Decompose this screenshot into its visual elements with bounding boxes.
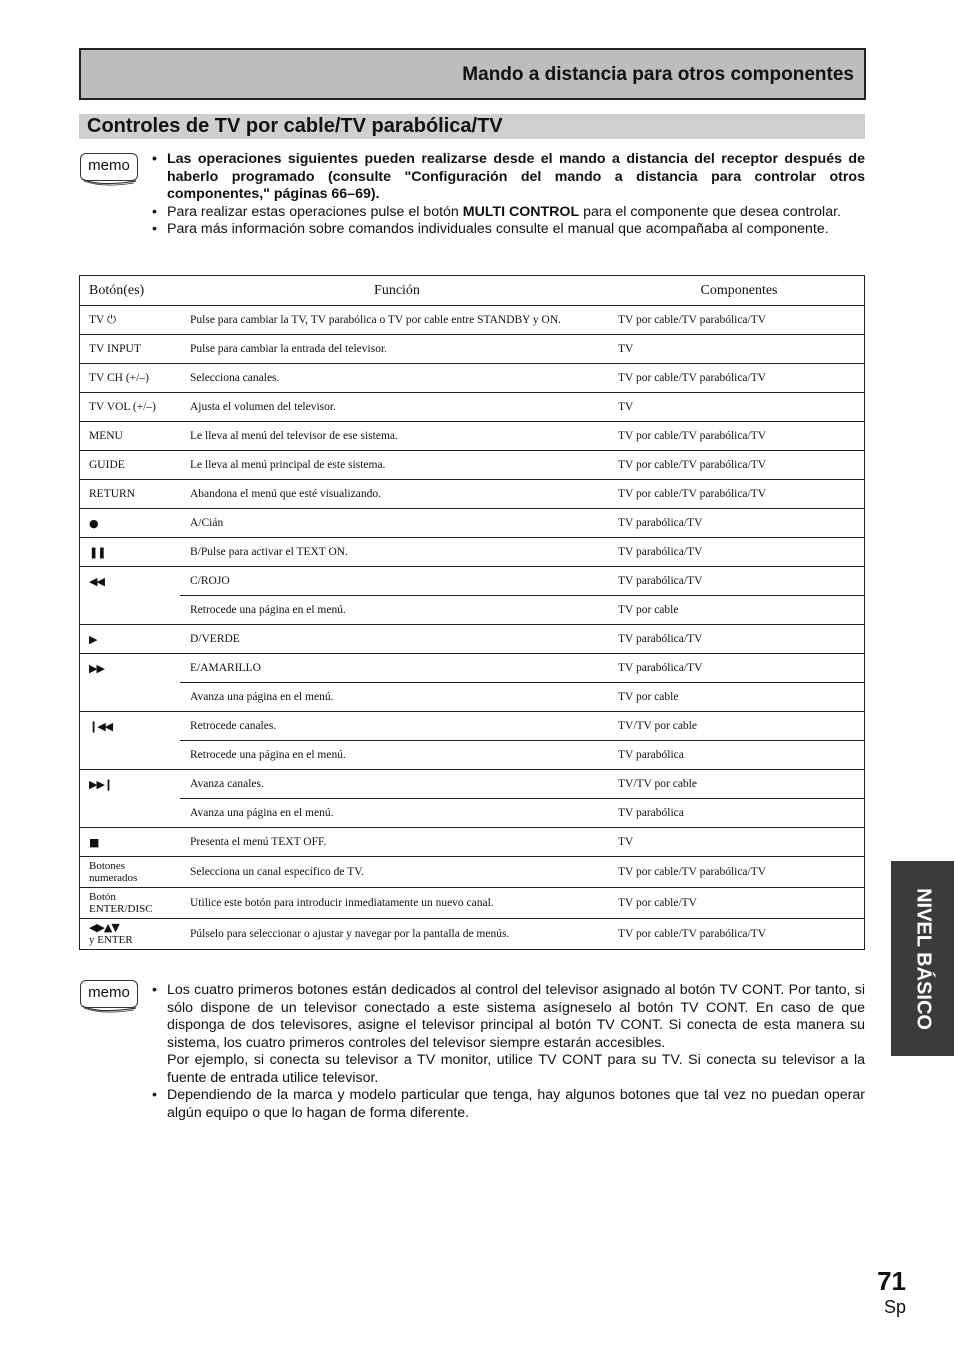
row-function: Le lleva al menú principal de este sistema. (180, 451, 614, 480)
row-components: TV por cable/TV parabólica/TV (614, 451, 865, 480)
row-function: E/AMARILLO (180, 654, 614, 683)
table-row (80, 712, 865, 741)
row-function: Ajusta el volumen del televisor. (180, 393, 614, 422)
record-icon: ● (80, 509, 181, 538)
arrow-keys-icon: ◀▶▲▼ (89, 921, 119, 934)
row-function: Presenta el menú TEXT OFF. (180, 828, 614, 857)
memo-icon (80, 153, 138, 189)
memo-pencil-icon (80, 175, 138, 189)
row-components: TV por cable (614, 683, 865, 712)
table-row (80, 919, 865, 950)
memo-label: memo (80, 153, 138, 181)
row-button-line2: ENTER/DISC (89, 903, 153, 915)
row-button (80, 919, 181, 950)
skip-forward-icon: ▶▶❙ (80, 770, 181, 828)
row-button: MENU (80, 422, 181, 451)
row-button: TV ⏻ (80, 306, 181, 335)
table-row (80, 654, 865, 683)
header-function: Función (180, 276, 614, 306)
row-components: TV por cable/TV parabólica/TV (614, 422, 865, 451)
row-components: TV (614, 335, 865, 364)
row-components: TV/TV por cable (614, 712, 865, 741)
table-subrow (80, 596, 865, 625)
table-row (80, 422, 865, 451)
row-button: TV VOL (+/–) (80, 393, 181, 422)
play-icon: ▶ (80, 625, 181, 654)
intro-bullet-1: • Las operaciones siguientes pueden realizarse desde el mando a distancia del receptor después de haberlo programado (consulte "Configuración del mando a distancia para controlar otros componentes," páginas 66–69). (152, 151, 865, 202)
stop-icon: ■ (80, 828, 181, 857)
table-row (80, 770, 865, 799)
memo-icon (80, 980, 138, 1016)
row-button (80, 857, 181, 888)
table-row (80, 393, 865, 422)
section-side-tab (891, 861, 954, 1056)
table-row (80, 306, 865, 335)
rewind-icon: ◀◀ (80, 567, 181, 625)
row-function: B/Pulse para activar el TEXT ON. (180, 538, 614, 567)
row-components: TV parabólica/TV (614, 509, 865, 538)
row-function: Retrocede canales. (180, 712, 614, 741)
side-tab-label: NIVEL BÁSICO (912, 887, 934, 1030)
row-function: Pulse para cambiar la TV, TV parabólica o TV por cable entre STANDBY y ON. (180, 306, 614, 335)
table-row (80, 625, 865, 654)
row-function: Selecciona un canal específico de TV. (180, 857, 614, 888)
row-components: TV parabólica/TV (614, 625, 865, 654)
row-components: TV por cable/TV (614, 888, 865, 919)
row-button: TV INPUT (80, 335, 181, 364)
table-row (80, 538, 865, 567)
header-components: Componentes (614, 276, 865, 306)
row-components: TV/TV por cable (614, 770, 865, 799)
table-row (80, 888, 865, 919)
row-button: GUIDE (80, 451, 181, 480)
table-row (80, 364, 865, 393)
header-title: Mando a distancia para otros componentes (462, 64, 854, 85)
row-components: TV por cable/TV parabólica/TV (614, 919, 865, 950)
row-button-line1: Botón (89, 891, 116, 903)
controls-table (79, 275, 865, 950)
row-components: TV parabólica/TV (614, 654, 865, 683)
row-function: Retrocede una página en el menú. (180, 596, 614, 625)
section-bar (79, 114, 865, 139)
notes-bullets (150, 982, 865, 1122)
table-row (80, 828, 865, 857)
table-subrow (80, 683, 865, 712)
intro-bullet-3: • Para más información sobre comandos individuales consulte el manual que acompañaba al componente. (152, 221, 829, 237)
row-function: Avanza una página en el menú. (180, 799, 614, 828)
table-row (80, 335, 865, 364)
page-language: Sp (883, 1297, 906, 1317)
row-components: TV parabólica (614, 741, 865, 770)
table-row (80, 480, 865, 509)
row-components: TV por cable (614, 596, 865, 625)
row-function: Avanza canales. (180, 770, 614, 799)
note-bullet-1-cont: Por ejemplo, si conecta su televisor a TV monitor, utilice TV CONT para su TV. Si conecta su televisor a la fuente de entrada utilice televisor. (167, 1052, 865, 1086)
intro-bullets (150, 151, 865, 239)
row-button-line2: y ENTER (89, 934, 133, 946)
row-components: TV por cable/TV parabólica/TV (614, 480, 865, 509)
row-function: Utilice este botón para introducir inmediatamente un nuevo canal. (180, 888, 614, 919)
skip-back-icon: ❙◀◀ (80, 712, 181, 770)
row-components: TV por cable/TV parabólica/TV (614, 306, 865, 335)
row-components: TV (614, 828, 865, 857)
row-button: RETURN (80, 480, 181, 509)
row-function: Retrocede una página en el menú. (180, 741, 614, 770)
row-button-line1: Botones (89, 860, 126, 872)
row-components: TV por cable/TV parabólica/TV (614, 857, 865, 888)
row-function: C/ROJO (180, 567, 614, 596)
row-button-line2: numerados (89, 872, 138, 884)
row-function: Pulse para cambiar la entrada del televisor. (180, 335, 614, 364)
header-banner (79, 48, 866, 100)
memo-pencil-icon (80, 1002, 138, 1016)
table-subrow (80, 799, 865, 828)
memo-label: memo (80, 980, 138, 1008)
row-components: TV parabólica/TV (614, 567, 865, 596)
table-row (80, 567, 865, 596)
row-function: Púlselo para seleccionar o ajustar y navegar por la pantalla de menús. (180, 919, 614, 950)
table-row (80, 509, 865, 538)
intro-bullet-2: • Para realizar estas operaciones pulse el botón MULTI CONTROL para el componente que desea controlar. (152, 203, 841, 220)
row-button: TV CH (+/–) (80, 364, 181, 393)
row-function: D/VERDE (180, 625, 614, 654)
row-function: Abandona el menú que esté visualizando. (180, 480, 614, 509)
pause-icon: ❚❚ (80, 538, 181, 567)
row-function: Le lleva al menú del televisor de ese sistema. (180, 422, 614, 451)
page-number: 71 (877, 1266, 906, 1296)
note-bullet-2: • Dependiendo de la marca y modelo particular que tenga, hay algunos botones que tal vez no puedan operar algún equipo o que lo hagan de forma diferente. (152, 1087, 865, 1121)
table-subrow (80, 741, 865, 770)
row-button (80, 888, 181, 919)
row-components: TV (614, 393, 865, 422)
row-function: Selecciona canales. (180, 364, 614, 393)
header-button: Botón(es) (80, 276, 181, 306)
row-function: A/Cián (180, 509, 614, 538)
table-row (80, 451, 865, 480)
row-components: TV parabólica/TV (614, 538, 865, 567)
row-components: TV parabólica (614, 799, 865, 828)
section-title: Controles de TV por cable/TV parabólica/TV (87, 115, 503, 137)
table-header-row (80, 276, 865, 306)
row-function: Avanza una página en el menú. (180, 683, 614, 712)
note-bullet-1: • Los cuatro primeros botones están dedicados al control del televisor asignado al botón TV CONT. Por tanto, si sólo dispone de un televisor conectado a este sistema asígneselo al botón TV CONT. En caso de que disponga de dos televisores, asigne el televisor principal al botón TV CONT. Si conecta de esta manera su sistema, los cuatro primeros controles del televisor siempre estarán accesibles. (152, 982, 865, 1051)
row-components: TV por cable/TV parabólica/TV (614, 364, 865, 393)
fast-forward-icon: ▶▶ (80, 654, 181, 712)
table-row (80, 857, 865, 888)
